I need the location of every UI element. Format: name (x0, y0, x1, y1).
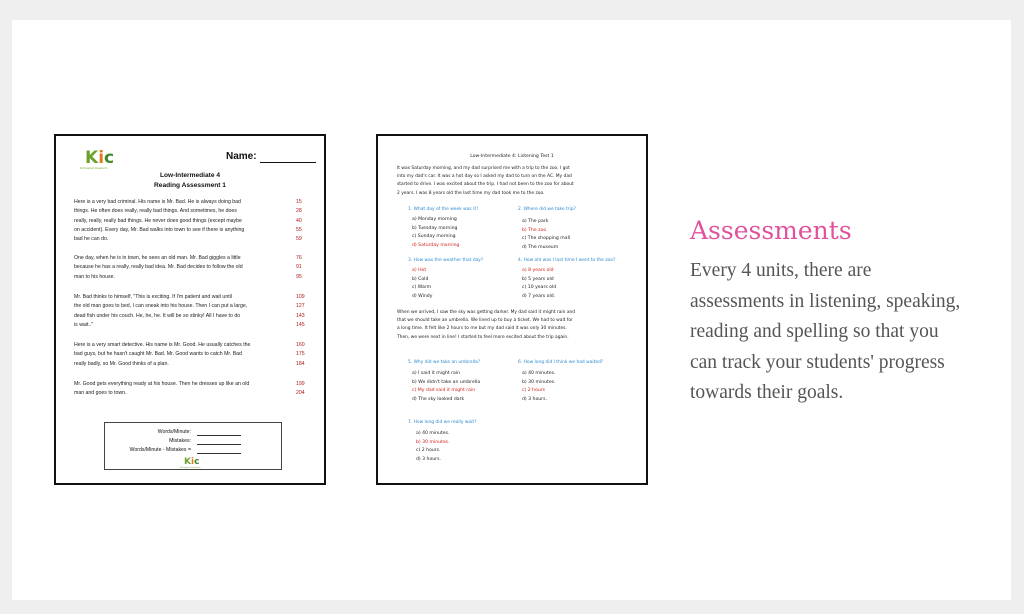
question-text: 5. Why did we take an umbrella? (408, 360, 481, 365)
reading-line-text: dead fish under his couch. He, he, he. It will be so stinky! All I have to do (74, 312, 241, 319)
word-count: 143 (296, 312, 305, 319)
reading-line-text: One day, when he is in town, he sees an old man. Mr. Bad giggles a little (74, 255, 241, 261)
answer-option: c) 2 hours. (416, 448, 441, 453)
word-count: 95 (296, 273, 302, 280)
score-line (197, 435, 241, 436)
reading-line (74, 293, 305, 302)
description-line: can track your students' progress (690, 351, 945, 373)
description-line: assessments in listening, speaking, (690, 290, 961, 312)
answer-option: a) I said it might rain (412, 371, 461, 376)
listening-test-sheet (376, 134, 648, 485)
answer-option: c) The shopping mall (522, 236, 571, 241)
answer-options (412, 216, 459, 250)
answer-options (522, 218, 570, 252)
correct-answer-option: d) Saturday morning (412, 242, 460, 248)
word-count: 145 (296, 321, 305, 328)
reading-paragraph (74, 293, 305, 330)
reading-line-text: the old man goes to bed, I can sneak into his house. Then I can put a large, (74, 303, 248, 310)
reading-line-text: really, really, really bad things. He never does good things (except maybe (74, 217, 242, 224)
word-count: 59 (296, 236, 302, 243)
reading-line (74, 350, 305, 359)
description-line: reading and spelling so that you (690, 321, 939, 342)
answer-option: a) Monday morning (412, 217, 457, 222)
sheet-title-assessment: Reading Assessment 1 (154, 182, 226, 189)
reading-assessment-sheet (54, 134, 326, 485)
answer-option: c) Sunday morning (412, 234, 456, 239)
reading-line-text: man to his house. (74, 273, 115, 280)
reading-line-text: really badly, so Mr. Good thinks of a plan. (74, 360, 169, 367)
word-count: 40 (296, 217, 302, 224)
reading-line-text: Mr. Good gets everything ready at his house. Then he dresses up like an old (74, 381, 250, 387)
correct-answer-option: a) 8 years old (522, 268, 554, 273)
logo-subtitle: Kid Inspired Classroom (80, 167, 108, 170)
correct-answer-option: b) The zoo (522, 227, 547, 233)
score-words-per-minute: Words/Minute: (157, 429, 191, 435)
word-count: 175 (296, 351, 305, 358)
reading-line-text: things. He often does really, really bad things. And sometimes, he does (74, 208, 237, 215)
answer-options (412, 267, 432, 301)
reading-line (74, 198, 302, 207)
score-line (197, 444, 241, 445)
answer-options (522, 370, 556, 404)
answer-option: b) Cold (412, 276, 429, 282)
correct-answer-option: a) Hot (412, 268, 427, 273)
story-line: 2 years. I was 8 years old the last time my dad took me to the zoo. (397, 190, 545, 196)
answer-option: d) Windy (412, 293, 433, 299)
kic-logo-small: Kic (184, 457, 200, 467)
reading-line (74, 389, 305, 398)
story-paragraph-2 (397, 309, 642, 342)
story-line: started to drive. I was excited about the trip. I had not been to the zoo for about (397, 182, 574, 188)
reading-line (74, 302, 305, 311)
reading-line (74, 312, 305, 321)
word-count: 199 (296, 381, 305, 387)
kic-logo: Kic (85, 148, 115, 168)
reading-line-text: Here is a very smart detective. His name is Mr. Good. He usually catches the (74, 342, 251, 348)
reading-line-text: man and goes to town. (74, 390, 127, 397)
answer-option: b) Tuesday morning (412, 225, 458, 231)
reading-paragraph (74, 380, 305, 399)
story-line: that we should take an umbrella. We lined up to buy a ticket. We had to wait for (397, 318, 573, 324)
word-count: 55 (296, 226, 302, 233)
answer-option: d) 3 hours. (416, 456, 441, 462)
answer-option: d) 7 years old. (522, 293, 556, 299)
story-line: a long time. It felt like 2 hours to me but my dad said it was only 30 minutes. (397, 326, 567, 332)
story-line: When we arrived, I saw the sky was getting darker. My dad said it might rain and (397, 310, 576, 315)
word-count: 76 (296, 255, 302, 261)
correct-answer-option: b) 30 minutes. (416, 439, 450, 445)
reading-line (74, 263, 302, 272)
answer-options (522, 267, 556, 301)
reading-paragraph (74, 254, 302, 282)
word-count: 160 (296, 342, 305, 348)
answer-option: b) 5 years old (522, 276, 554, 282)
story-paragraph-1 (397, 165, 642, 198)
question-text: 6. How long did I think we had waited? (518, 360, 604, 365)
question-text: 1. What day of the week was it? (408, 207, 479, 212)
section-description (690, 256, 990, 409)
answer-option: a) 40 minutes. (416, 431, 450, 436)
answer-option: d) The sky looked dark (412, 396, 465, 402)
answer-options (412, 370, 480, 404)
story-line: Then, we were next in line! I started to feel more excited about the trip again. (397, 334, 569, 340)
reading-line (74, 207, 302, 216)
section-heading: Assessments (690, 216, 852, 245)
reading-line (74, 273, 302, 282)
answer-option: b) 30 minutes. (522, 379, 556, 385)
description-line: Every 4 units, there are (690, 260, 872, 281)
description-line: towards their goals. (690, 382, 844, 403)
reading-line-text: Mr. Bad thinks to himself, "This is exciting. If I'm patient and wait until (74, 294, 232, 300)
sheet-title-level: Low-Intermediate 4 (159, 172, 221, 179)
reading-line (74, 380, 305, 389)
question-text: 4. How old was I last time I went to the zoo? (518, 258, 616, 263)
answer-option: a) The park (522, 219, 549, 224)
question-text: 7. How long did we really wait? (408, 420, 477, 425)
reading-line (74, 254, 302, 263)
word-count: 28 (296, 208, 302, 215)
name-line (260, 162, 316, 163)
reading-line (74, 235, 302, 244)
reading-line-text: is wait.." (74, 321, 94, 328)
word-count: 109 (296, 294, 305, 300)
word-count: 15 (296, 199, 302, 205)
reading-paragraph (74, 198, 302, 244)
reading-line (74, 226, 302, 235)
listening-title: Low-Intermediate 4: Listening Test 1 (470, 154, 554, 159)
reading-line (74, 217, 302, 226)
word-count: 184 (296, 360, 305, 367)
answer-option: d) 3 hours. (522, 396, 547, 402)
word-count: 91 (296, 264, 302, 271)
score-mistakes: Mistakes: (169, 438, 191, 444)
reading-line-text: bad guys, but he hasn't caught Mr. Bad. Mr. Good wants to catch Mr. Bad (74, 351, 242, 358)
word-count: 127 (296, 303, 305, 310)
reading-line (74, 321, 305, 330)
story-line: It was Saturday morning, and my dad surprised me with a trip to the zoo. I got (397, 166, 570, 171)
question-text: 3. How was the weather that day? (408, 258, 484, 263)
answer-options (416, 430, 450, 464)
answer-option: b) We didn't take an umbrella (412, 379, 481, 385)
score-net: Words/Minute - Mistakes = (129, 447, 191, 453)
reading-paragraph (74, 341, 305, 369)
answer-option: c) Warm (412, 285, 432, 290)
reading-line (74, 360, 305, 369)
correct-answer-option: c) 2 hours (522, 388, 546, 393)
correct-answer-option: c) My dad said it might rain (412, 388, 476, 393)
reading-line-text: bad he can do. (74, 236, 109, 243)
reading-line-text: on accident). Every day, Mr. Bad walks into town to see if there is anything (74, 226, 245, 233)
answer-option: c) 10 years old (522, 285, 557, 290)
reading-line (74, 341, 305, 350)
reading-line-text: Here is a very bad criminal. His name is Mr. Bad. He is always doing bad (74, 199, 241, 205)
story-line: into my dad's car. It was a hot day so I asked my dad to turn on the AC. My dad (397, 174, 572, 180)
answer-option: d) The museum (522, 244, 559, 250)
word-count: 204 (296, 390, 305, 397)
logo-subtitle-small: Kid Inspired Classroom (180, 467, 201, 469)
question-text: 2. Where did we take trip? (518, 207, 576, 212)
score-line (197, 453, 241, 454)
reading-line-text: because he has a really, really bad idea. Mr. Bad decides to follow the old (74, 264, 243, 271)
answer-option: a) 40 minutes. (522, 371, 556, 376)
name-label: Name: (226, 151, 257, 162)
